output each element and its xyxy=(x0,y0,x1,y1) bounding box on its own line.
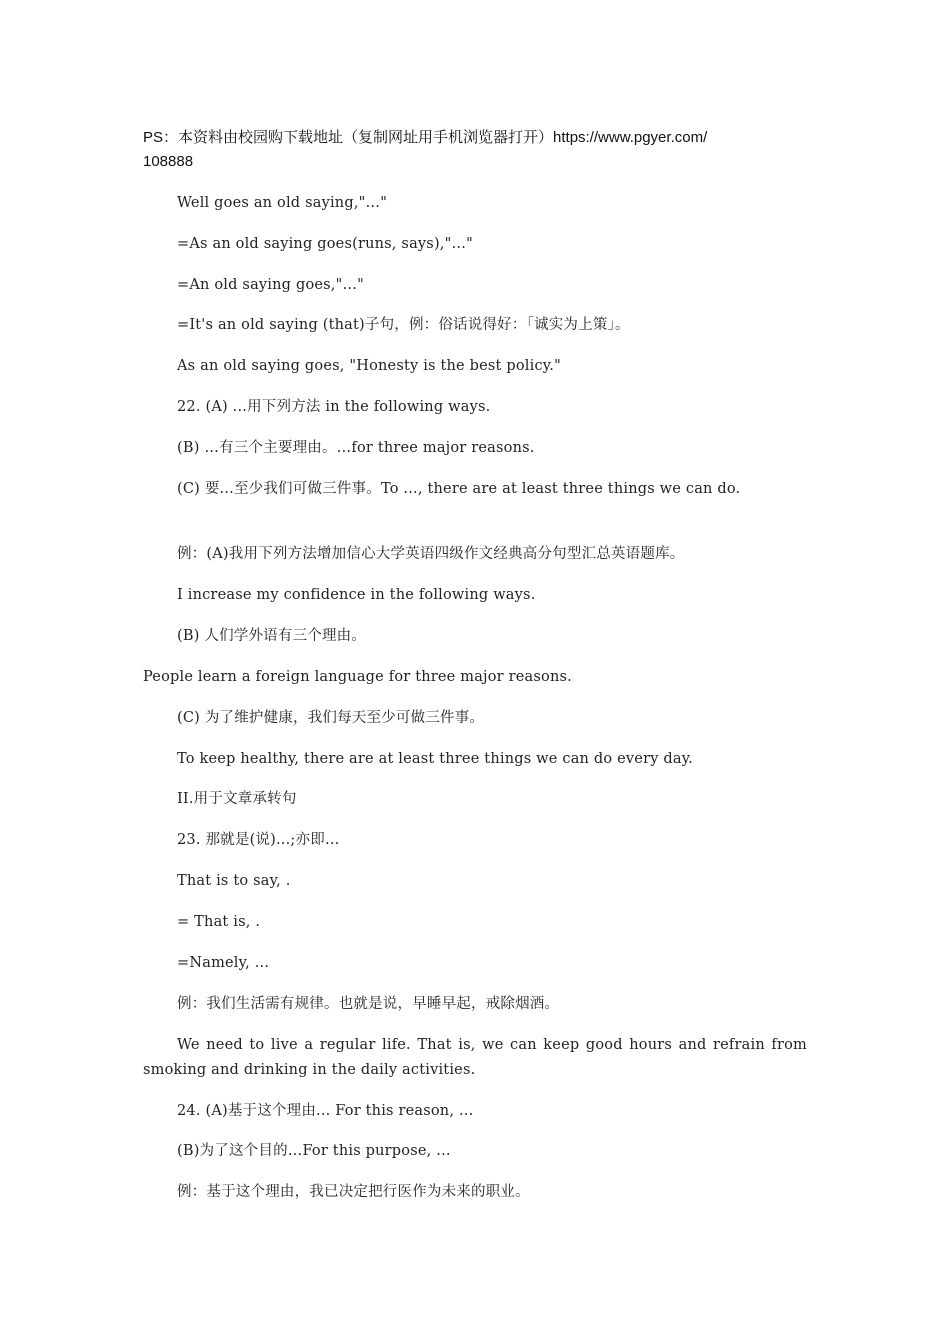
paragraph: That is to say, . xyxy=(177,873,291,889)
download-note xyxy=(143,126,793,174)
paragraph: (C) 要...至少我们可做三件事。To ..., there are at least three things we can do. xyxy=(177,481,741,497)
paragraph: As an old saying goes, "Honesty is the best policy." xyxy=(177,358,561,374)
paragraph: 例：我们生活需有规律。也就是说，早睡早起，戒除烟酒。 xyxy=(177,996,560,1012)
download-note-line: 108888 xyxy=(143,153,194,170)
paragraph: We need to live a regular life. That is, we can keep good hours and refrain from smoking and drinking in the daily activities. xyxy=(143,1037,807,1078)
paragraph: 例：(A)我用下列方法增加信心大学英语四级作文经典高分句型汇总英语题库。 xyxy=(177,546,685,562)
paragraph: (B)为了这个目的…For this purpose, ... xyxy=(177,1143,451,1159)
section-heading: II.用于文章承转句 xyxy=(177,791,297,807)
paragraph: 24. (A)基于这个理由... For this reason, ... xyxy=(177,1103,474,1119)
paragraph: I increase my confidence in the following ways. xyxy=(177,587,536,603)
paragraph: =An old saying goes,"…" xyxy=(177,277,365,293)
paragraph: To keep healthy, there are at least three things we can do every day. xyxy=(177,751,693,767)
paragraph: 23. 那就是(说)...;亦即… xyxy=(177,832,340,848)
paragraph: 例：基于这个理由，我已决定把行医作为未来的职业。 xyxy=(177,1184,530,1200)
paragraph: =It's an old saying (that)子句，例：俗话说得好：「诚实为上策」。 xyxy=(177,317,630,333)
paragraph: =As an old saying goes(runs, says),"…" xyxy=(177,236,474,252)
paragraph: 22. (A) ...用下列方法 in the following ways. xyxy=(177,399,491,415)
paragraph: People learn a foreign language for three major reasons. xyxy=(143,669,572,685)
paragraph: (C) 为了维护健康，我们每天至少可做三件事。 xyxy=(177,710,485,726)
paragraph: (B) …有三个主要理由。…for three major reasons. xyxy=(177,440,535,456)
download-note-line: PS：本资料由校园购下载地址（复制网址用手机浏览器打开）https://www.pgyer.com/ xyxy=(143,129,708,146)
paragraph: (B) 人们学外语有三个理由。 xyxy=(177,628,367,644)
paragraph: =Namely, ... xyxy=(177,955,270,971)
paragraph: = That is, . xyxy=(177,914,261,930)
paragraph: Well goes an old saying,"…" xyxy=(177,195,388,211)
